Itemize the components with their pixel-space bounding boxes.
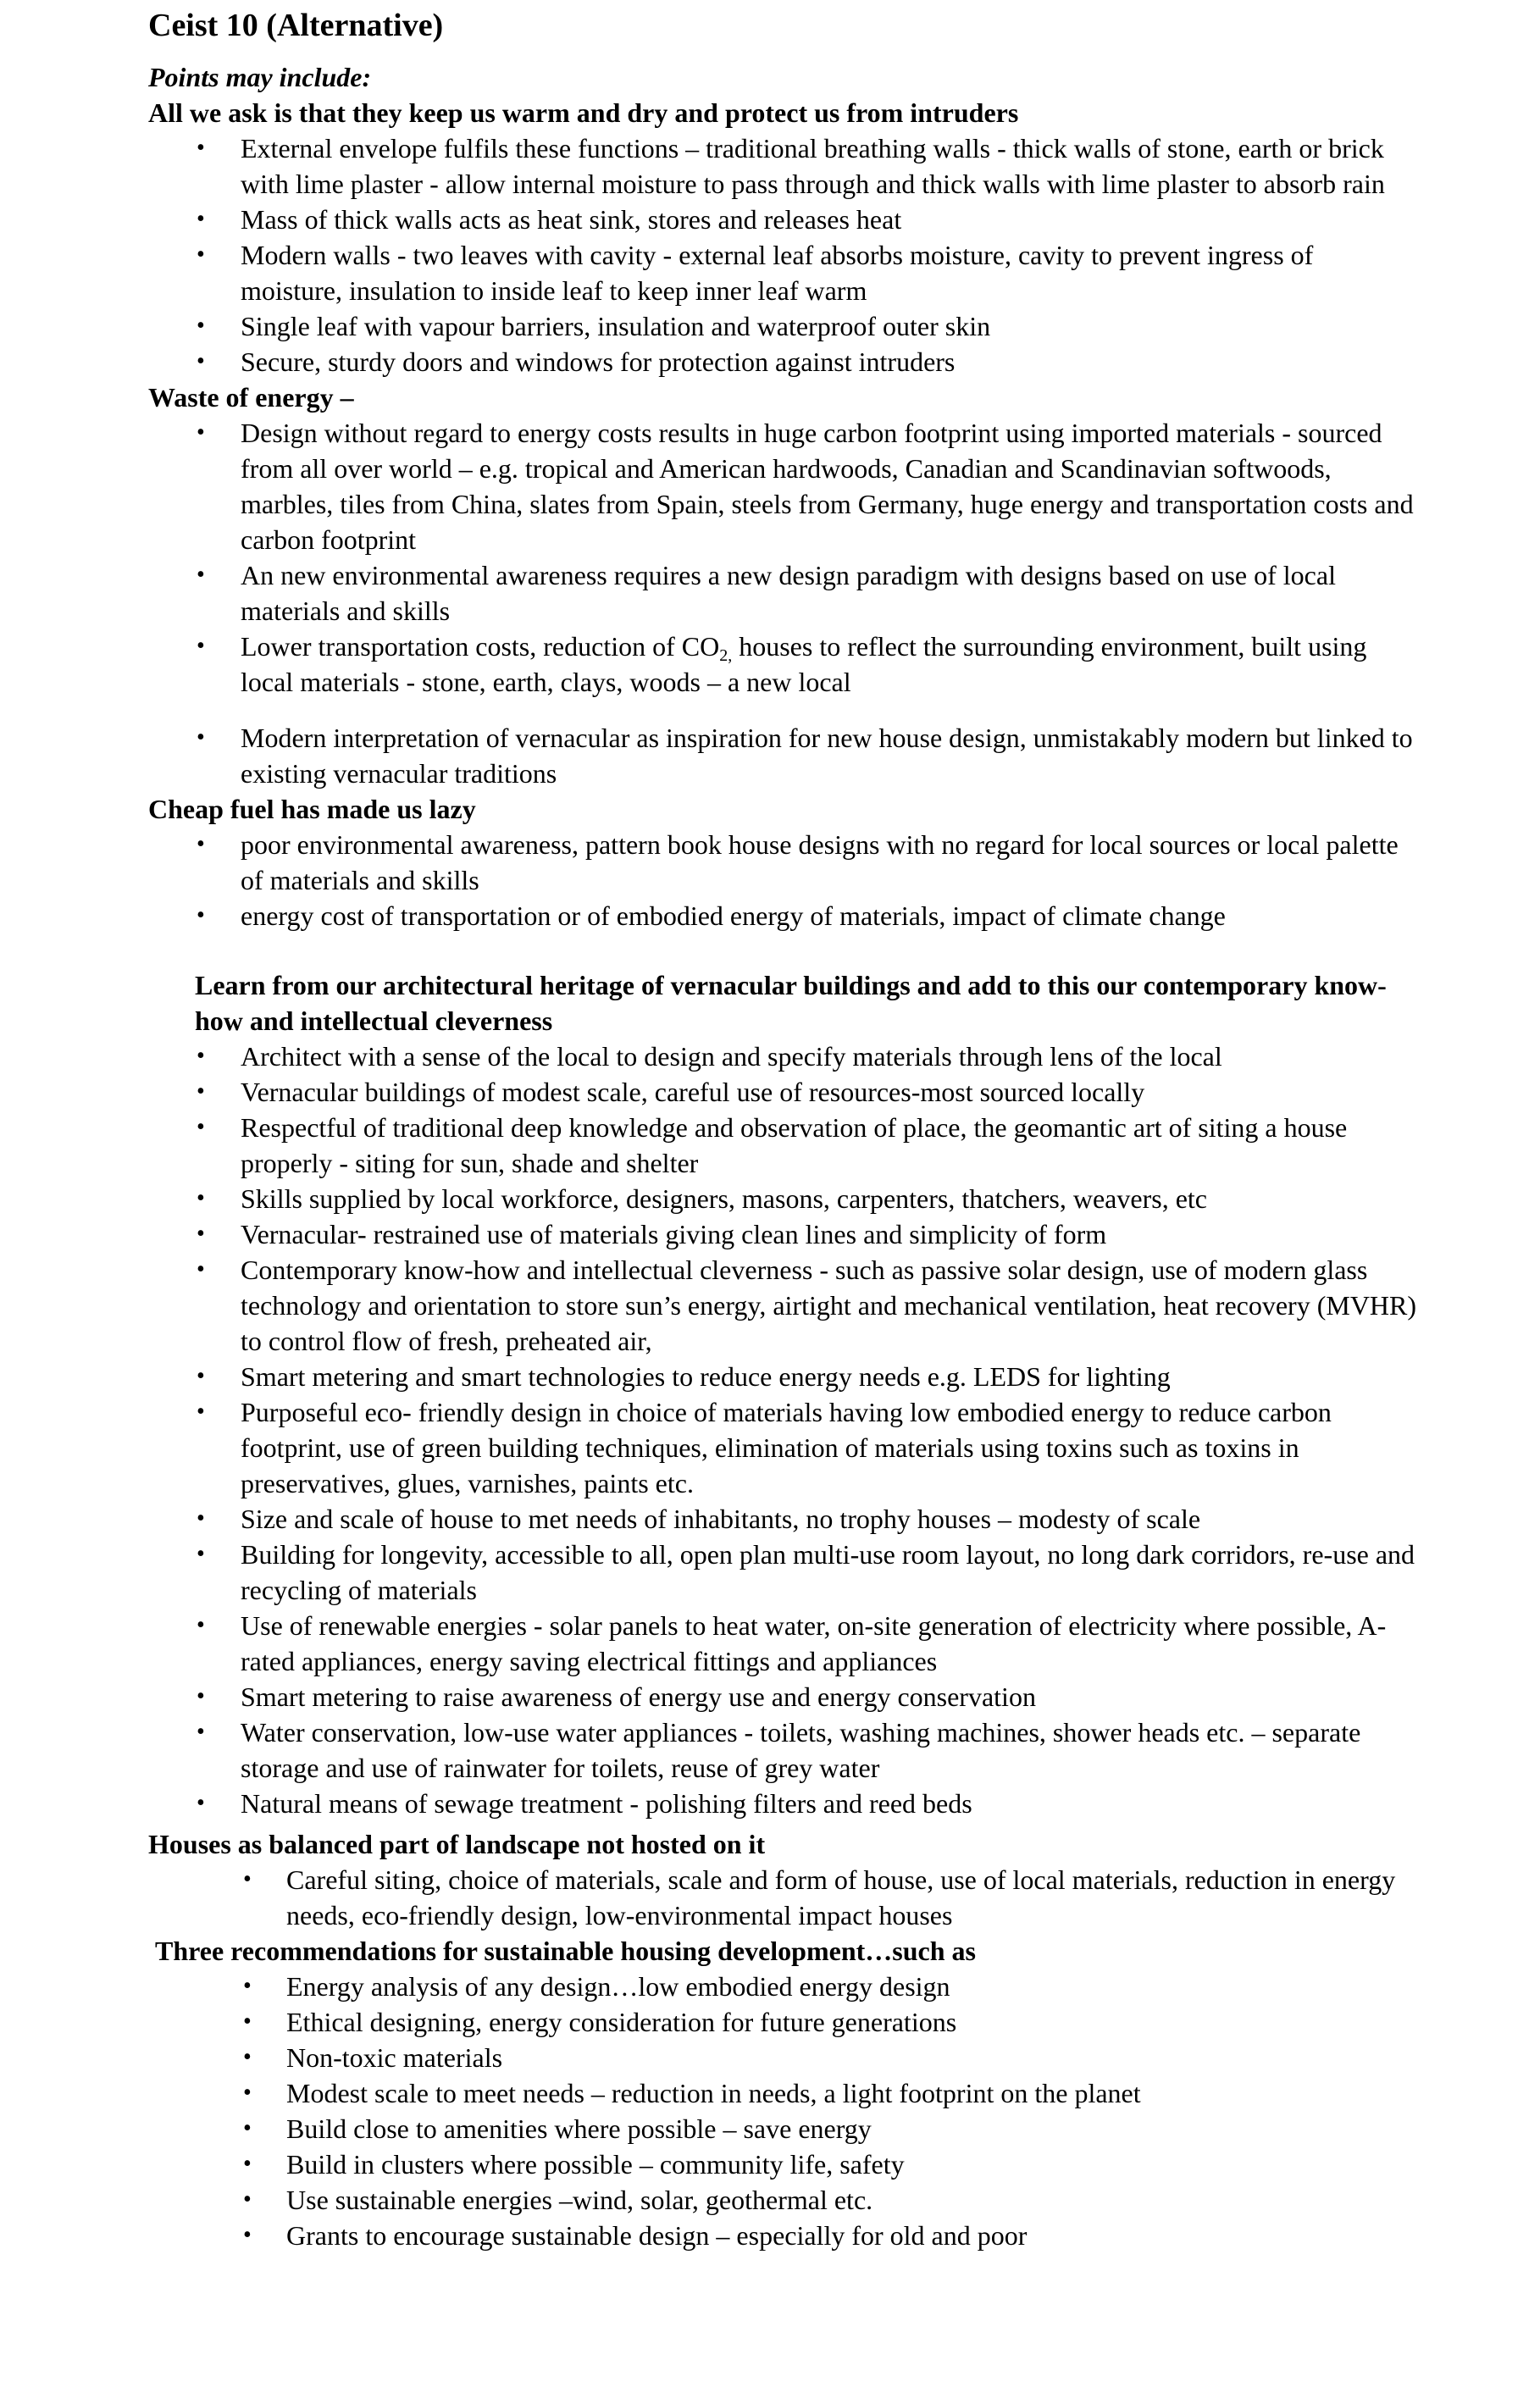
- bullet-icon: •: [197, 1078, 205, 1105]
- bullet-icon: •: [197, 902, 205, 928]
- bullet-icon: •: [197, 1541, 205, 1567]
- bullet-icon: •: [197, 1185, 205, 1211]
- list-heritage: [148, 1039, 1419, 1821]
- section-heading-waste: Waste of energy –: [148, 382, 354, 413]
- list-item: • Vernacular buildings of modest scale, careful use of resources-most sourced locally: [148, 1074, 1419, 1110]
- list-item: • Energy analysis of any design…low embodied energy design: [148, 1969, 1419, 2004]
- list-item: • Smart metering and smart technologies to reduce energy needs e.g. LEDS for lighting: [148, 1359, 1419, 1394]
- list-item: • Modest scale to meet needs – reduction in needs, a light footprint on the planet: [148, 2075, 1419, 2111]
- bullet-icon: •: [197, 1363, 205, 1389]
- section-heading-recommendations: Three recommendations for sustainable housing development…such as: [155, 1936, 976, 1966]
- bullet-icon: •: [243, 1866, 252, 1892]
- list-item: • Natural means of sewage treatment - polishing filters and reed beds: [148, 1786, 1419, 1821]
- bullet-icon: •: [243, 2044, 252, 2070]
- section-heading-lazy: Cheap fuel has made us lazy: [148, 794, 476, 824]
- list-item: • Design without regard to energy costs results in huge carbon footprint using imported materials - sourced from all over world – e.g. tropical and American hardwoods, Canadian and Scandinavian softwoods, marbles, tiles from China, slates from Spain, steels from Germany, huge energy and transportation costs and carbon footprint: [148, 415, 1419, 557]
- section-heading-landscape: Houses as balanced part of landscape not hosted on it: [148, 1829, 766, 1859]
- section-heading-warm: All we ask is that they keep us warm and dry and protect us from intruders: [148, 97, 1019, 128]
- list-item: • Grants to encourage sustainable design – especially for old and poor: [148, 2218, 1419, 2253]
- list-item: • energy cost of transportation or of embodied energy of materials, impact of climate change: [148, 898, 1419, 933]
- bullet-icon: •: [197, 633, 205, 659]
- page-title: Ceist 10 (Alternative): [148, 8, 444, 43]
- document: [148, 0, 1419, 2253]
- list-item: • Secure, sturdy doors and windows for protection against intruders: [148, 344, 1419, 379]
- bullet-icon: •: [197, 241, 205, 268]
- bullet-icon: •: [243, 2115, 252, 2141]
- list-item: • Building for longevity, accessible to all, open plan multi-use room layout, no long dark corridors, re-use and recycling of materials: [148, 1537, 1419, 1608]
- bullet-icon: •: [243, 2080, 252, 2106]
- bullet-icon: •: [197, 313, 205, 339]
- list-item: • Water conservation, low-use water appliances - toilets, washing machines, shower heads etc. – separate storage and use of rainwater for toilets, reuse of grey water: [148, 1714, 1419, 1786]
- list-item: • Mass of thick walls acts as heat sink, stores and releases heat: [148, 202, 1419, 237]
- list-lazy: [148, 827, 1419, 933]
- list-waste: [148, 415, 1419, 700]
- bullet-icon: •: [197, 419, 205, 446]
- bullet-icon: •: [197, 724, 205, 751]
- list-item: • Use sustainable energies –wind, solar, geothermal etc.: [148, 2182, 1419, 2218]
- list-warm: [148, 130, 1419, 379]
- bullet-icon: •: [197, 1043, 205, 1069]
- list-item: • Build in clusters where possible – community life, safety: [148, 2146, 1419, 2182]
- bullet-icon: •: [197, 1719, 205, 1745]
- list-item: • Non-toxic materials: [148, 2040, 1419, 2075]
- list-item: • Build close to amenities where possible – save energy: [148, 2111, 1419, 2146]
- list-item: • External envelope fulfils these functions – traditional breathing walls - thick walls of stone, earth or brick with lime plaster - allow internal moisture to pass through and thick walls with lime plaster to absorb rain: [148, 130, 1419, 202]
- list-item: • Use of renewable energies - solar panels to heat water, on-site generation of electricity where possible, A-rated appliances, energy saving electrical fittings and appliances: [148, 1608, 1419, 1679]
- bullet-icon: •: [197, 1612, 205, 1638]
- bullet-icon: •: [197, 1221, 205, 1247]
- list-recommendations: [148, 1969, 1419, 2253]
- bullet-icon: •: [197, 1114, 205, 1140]
- list-landscape: [148, 1862, 1419, 1933]
- list-item: • Architect with a sense of the local to design and specify materials through lens of the local: [148, 1039, 1419, 1074]
- bullet-icon: •: [243, 2008, 252, 2035]
- co2-subscript: 2,: [719, 646, 733, 665]
- bullet-icon: •: [197, 206, 205, 232]
- list-item: • Single leaf with vapour barriers, insulation and waterproof outer skin: [148, 308, 1419, 344]
- bullet-icon: •: [197, 1399, 205, 1425]
- bullet-icon: •: [243, 2186, 252, 2213]
- list-item: • Size and scale of house to met needs of inhabitants, no trophy houses – modesty of scale: [148, 1501, 1419, 1537]
- list-item: • Skills supplied by local workforce, designers, masons, carpenters, thatchers, weavers, etc: [148, 1181, 1419, 1216]
- bullet-icon: •: [243, 1973, 252, 1999]
- list-item: • Purposeful eco- friendly design in choice of materials having low embodied energy to reduce carbon footprint, use of green building techniques, elimination of materials using toxins such as toxins in preservatives, glues, varnishes, paints etc.: [148, 1394, 1419, 1501]
- bullet-icon: •: [197, 562, 205, 588]
- list-item: • Contemporary know-how and intellectual cleverness - such as passive solar design, use of modern glass technology and orientation to store sun’s energy, airtight and mechanical ventilation, heat recovery (MVHR) to control flow of fresh, preheated air,: [148, 1252, 1419, 1359]
- list-item: • Vernacular- restrained use of materials giving clean lines and simplicity of form: [148, 1216, 1419, 1252]
- list-item: • Modern walls - two leaves with cavity - external leaf absorbs moisture, cavity to prevent ingress of moisture, insulation to inside leaf to keep inner leaf warm: [148, 237, 1419, 308]
- bullet-icon: •: [197, 348, 205, 374]
- bullet-icon: •: [197, 831, 205, 857]
- list-item: • Careful siting, choice of materials, scale and form of house, use of local materials, reduction in energy needs, eco-friendly design, low-environmental impact houses: [148, 1862, 1419, 1933]
- bullet-icon: •: [197, 1683, 205, 1709]
- bullet-icon: •: [197, 1505, 205, 1532]
- list-item: • Ethical designing, energy consideration for future generations: [148, 2004, 1419, 2040]
- bullet-icon: •: [197, 1256, 205, 1282]
- bullet-icon: •: [243, 2222, 252, 2248]
- list-waste-continued: [148, 720, 1419, 791]
- bullet-icon: •: [243, 2151, 252, 2177]
- list-item: • Respectful of traditional deep knowledge and observation of place, the geomantic art of siting a house properly - siting for sun, shade and shelter: [148, 1110, 1419, 1181]
- bullet-icon: •: [197, 135, 205, 161]
- list-item: • poor environmental awareness, pattern book house designs with no regard for local sources or local palette of materials and skills: [148, 827, 1419, 898]
- intro-label: Points may include:: [148, 62, 372, 92]
- list-item: • Lower transportation costs, reduction of $CO_{2,}$ houses to reflect the surrounding environment, built using local materials - stone, earth, clays, woods – a new local: [148, 629, 1419, 700]
- list-item: • Modern interpretation of vernacular as inspiration for new house design, unmistakably modern but linked to existing vernacular traditions: [148, 720, 1419, 791]
- list-item: • An new environmental awareness requires a new design paradigm with designs based on use of local materials and skills: [148, 557, 1419, 629]
- section-heading-heritage: Learn from our architectural heritage of vernacular buildings and add to this our contemporary know-how and intellectual cleverness: [195, 970, 1387, 1036]
- list-item: • Smart metering to raise awareness of energy use and energy conservation: [148, 1679, 1419, 1714]
- bullet-icon: •: [197, 1790, 205, 1816]
